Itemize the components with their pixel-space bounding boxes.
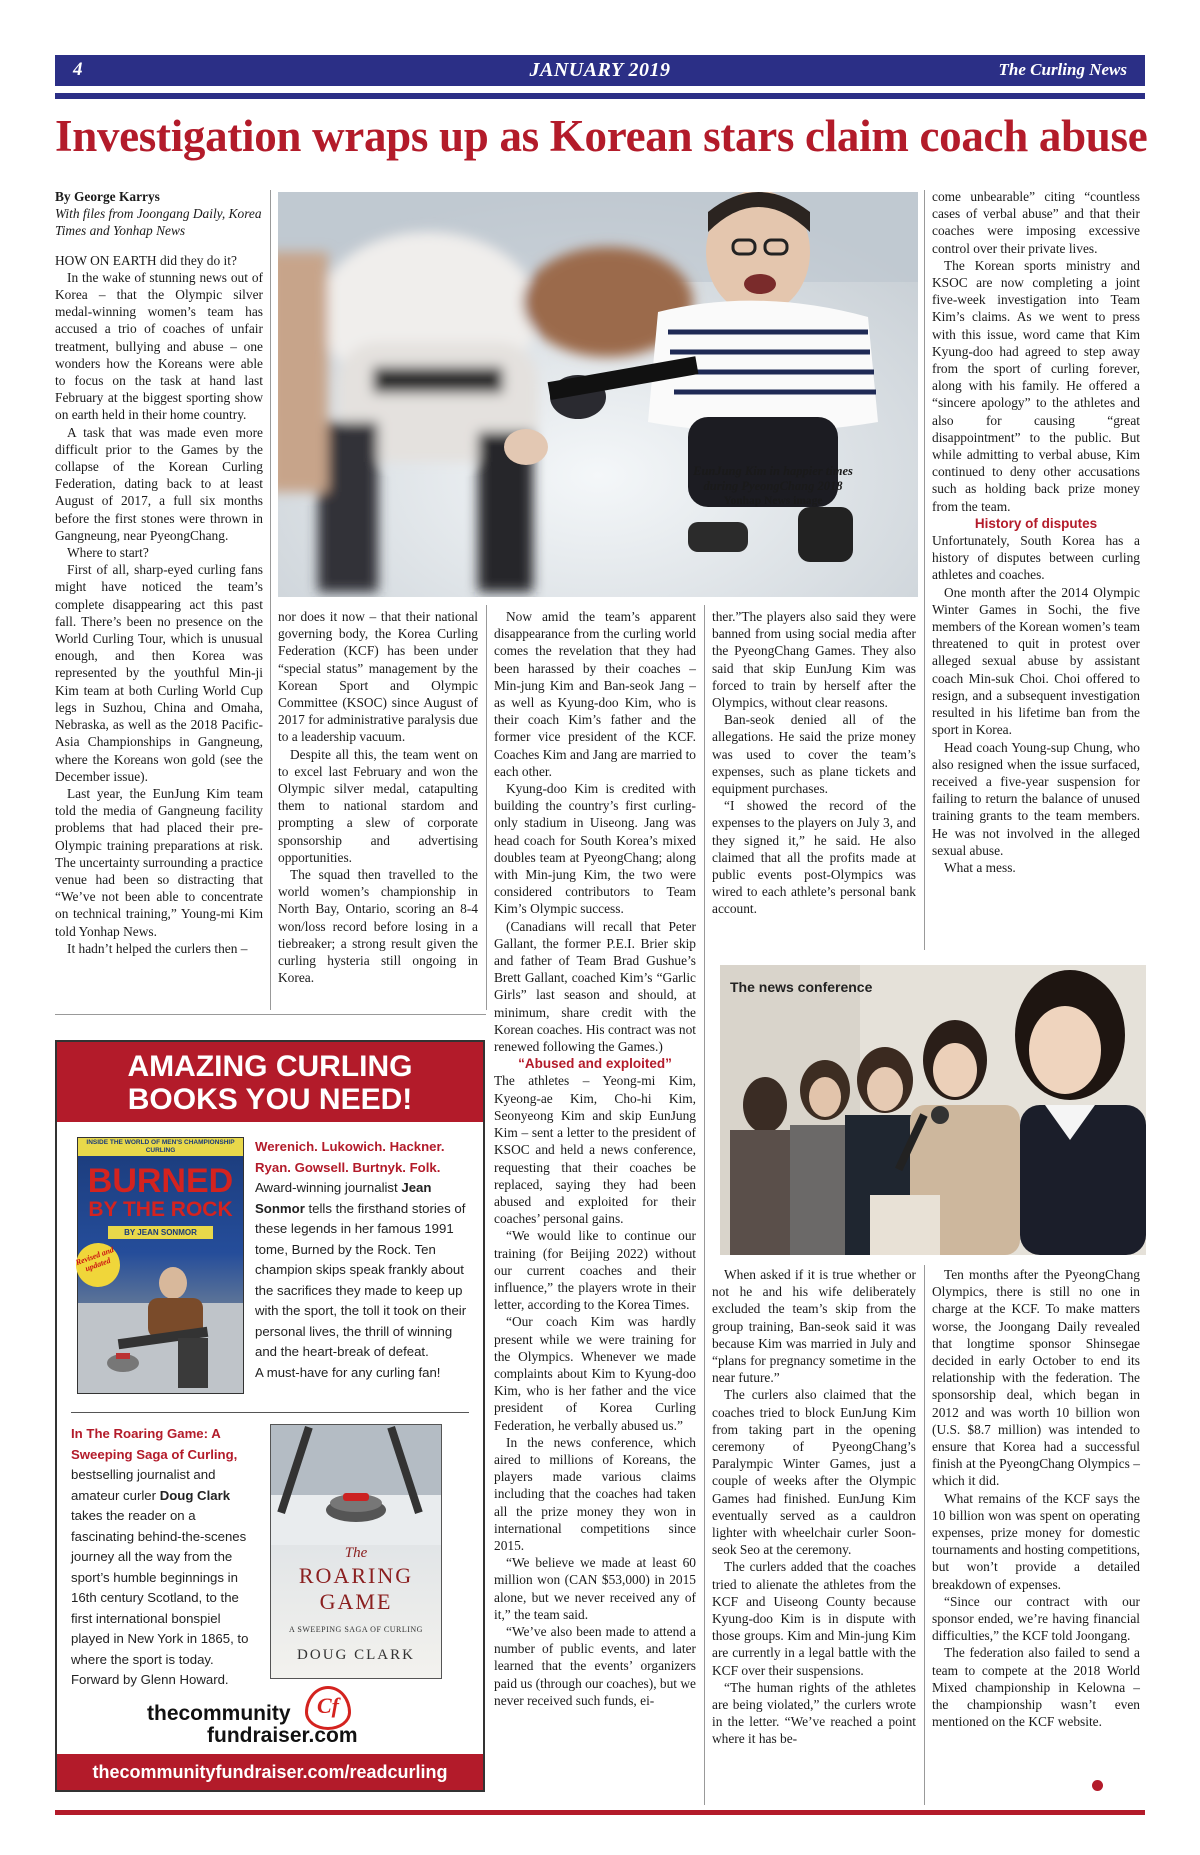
book2-desc-pre: bestselling journalist and amateur curler [71,1467,216,1503]
paragraph: HOW ON EARTH did they do it? [55,252,237,268]
paragraph: Ten months after the PyeongChang Olympics, there is still no one in charge at the KCF. To make matters worse, the Joongang Daily revealed that longtime sponsor Shinsegae decided in early October to end its relationship with the federation. The sponsorship deal, which began in 2012 and was worth 10 billion won (U.S. $8.7 million) was intended to ensure that Korea had a successful finish at the PyeongChang Olympics – which it did. [932,1267,1140,1489]
photo-label: The news conference [730,979,873,995]
burned-by-the-rock-cover[interactable] [74,1137,244,1394]
book1-top-strip: INSIDE THE WORLD OF MEN'S CHAMPIONSHIP CURLING [78,1138,243,1156]
paragraph: Kyung-doo Kim is credited with building the country’s first curling-only stadium in Uiseong. Jang was head coach for South Korea’s mixed doubles team at PyeongChang; along with Min-jung Kim, the two were considered contributors to Team Kim’s Olympic success. [494,781,696,917]
paragraph: “Since our contract with our sponsor ended, we’re having financial difficulties,” the KCF told Joongang. [932,1593,1140,1644]
subhead-abused: “Abused and exploited” [518,1056,672,1072]
news-conference-photo [720,965,1146,1255]
byline-files: With files from Joongang Daily, Korea Times and Yonhap News [55,206,262,239]
ad-headline-line-2: BOOKS YOU NEED! [127,1083,413,1116]
logo-mark-icon: Cf [305,1686,351,1730]
paragraph: come unbearable” citing “countless cases of verbal abuse” and that their coaches were imposing excessive control over their private lives. [932,189,1140,256]
column-divider [924,190,925,950]
end-mark-icon [1092,1780,1103,1791]
paragraph: What remains of the KCF says the 10 billion won was spent on operating expenses, prize money for domestic tournaments and hosting competitions, but won’t provide a detailed breakdown of expenses. [932,1490,1140,1592]
paragraph: When asked if it is true whether or not he and his wife deliberately excluded the team’s skip from the group training, Ban-seok said it was because Kim was married in July and “plans for pregnancy sometime in the near future.” [712,1267,916,1386]
book1-curler-art [78,1243,243,1393]
community-fundraiser-logo[interactable] [147,1694,427,1752]
article-column-5-top [932,188,1140,876]
section-rule [55,1014,486,1015]
book2-byline: DOUG CLARK [297,1647,415,1663]
paragraph: In the wake of stunning news out of Korea – that the Olympic silver medal-winning women’s team has accused a trio of coaches of unfair treatment, bullying and abuse – one wonders how the Koreans were able to focus on the task at hand last February at the biggest sporting show on earth held in their home country. [55,269,263,423]
logo-text-1: thecommunity [147,1702,291,1725]
paragraph: nor does it now – that their national governing body, the Korea Curling Federation (KCF) has been under “special status” management by the Korean Sport and Olympic Committee (KSOC) since August of 2017 for administrative paralysis due to a leadership vacuum. [278,609,478,745]
book2-desc-body: takes the reader on a fascinating behind-the-scenes journey all the way from the sport’s humble beginnings in 16th century Scotland, to the first international bonspiel played in New York in 1865, to where the sport is today. Forward by Glenn Howard. [71,1508,249,1687]
paragraph: Last year, the EunJung Kim team told the media of Gangneung facility problems that had placed their pre-Olympic training preparations at risk. The uncertainty surrounding a practice venue had been so distracting that “We’ve not been able to concentrate on technical training,” Young-mi Kim told Yonhap News. [55,785,263,939]
paragraph: Where to start? [67,545,149,561]
publication-name: The Curling News [998,60,1127,79]
photo-credit: Yonhap News image [723,495,823,507]
book2-title-2: GAME [319,1589,393,1614]
book1-tagline: A must-have for any curling fan! [255,1364,441,1380]
ad-headline-line-1: AMAZING CURLING [127,1050,413,1083]
paragraph: It hadn’t helped the curlers then – [67,940,248,956]
byline-author: By George Karrys [55,189,160,204]
footer-rule [55,1810,1145,1815]
article-column-5-bottom [932,1266,1140,1730]
ad-headline [57,1042,483,1122]
book2-title-1: ROARING [298,1563,414,1588]
book1-description [255,1137,475,1383]
book2-stone-art [271,1425,441,1545]
logo-text-2: fundraiser.com [207,1724,358,1747]
page-number: 4 [73,59,83,80]
book2-intro: In The Roaring Game: A Sweeping Saga of Curling, [71,1426,238,1462]
news-conference-art [720,965,1146,1255]
book1-desc-pre: Award-winning journalist [255,1180,398,1195]
column-divider [270,190,271,1010]
book1-title-1: BURNED [87,1162,234,1200]
column-divider [486,605,487,1010]
header-rule [55,93,1145,99]
book1-author: BY JEAN SONMOR [108,1226,213,1239]
book-advertisement [55,1040,485,1792]
paragraph: (Canadians will recall that Peter Gallant, the former P.E.I. Brier skip and father of Team Brad Gushue’s Brett Gallant, coached Kim’s “Garlic Girls” last season and should, at minimum, share credit with the Korean coaches. His contract was not renewed following the Games.) [494,918,696,1055]
book1-journalist-name: Jean Sonmor [255,1180,432,1216]
paragraph: The Korean sports ministry and KSOC are now completing a joint five-week investigation into Team Kim’s claims. As we went to press with this issue, word came that Kim Kyung-doo had agreed to step away from the sport of curling forever, along with his family. He offered a “sincere apology” to the athletes and also for causing “great disappointment” to the public. But while admitting to verbal abuse, Kim continued to deny other accusations such as holding back prize money from the team. [932,257,1140,514]
paragraph: ther.”The players also said they were banned from using social media after the PyeongChang Games. They also said that skip EunJung Kim was forced to train by herself after the Olympics, without clear reasons. [712,609,916,711]
ad-url-link[interactable]: thecommunityfundraiser.com/readcurling [57,1754,483,1790]
paragraph: First of all, sharp-eyed curling fans might have noticed the team’s complete disappearing act this past fall. There’s been no presence on the World Curling Tour, which is unusual enough, and then Korea was represented by the youthful Min-ji Kim team at both Curling World Cup legs in Suzhou, China and Omaha, Nebraska, as well as the 2018 Pacific-Asia Championships in Gangneung, where the Koreans won gold (see the December issue). [55,562,263,784]
paragraph: Now amid the team’s apparent disappearance from the curling world comes the revelation that they had been harassed by their coaches – Min-jung Kim and Ban-seok Jang – as well as Kyung-doo Kim, who is their coach Kim’s father and the former vice president of the KCF. Coaches Kim and Jang are married to each other. [494,609,696,779]
paragraph: A task that was made even more difficult prior to the Games by the collapse of the Korean Curling Federation, dating back to at least August of 2017, a full six months before the first stones were thrown in Gangneung, near PyeongChang. [55,424,263,543]
book1-badge: Revised and updated [70,1237,126,1293]
paragraph: “We would like to continue our training (for Beijing 2022) without our current coaches and their influence,” the players wrote in their letter, according to the Korea Times. [494,1228,696,1313]
ad-divider [71,1412,469,1413]
paragraph: The curlers added that the coaches tried to alienate the athletes from the KCF and Uiseong County because Kyung-doo Kim is in dispute with those groups. Kim and Min-jung Kim are currently in a legal battle with the KCF over their suspensions. [712,1559,916,1678]
paragraph: Ban-seok denied all of the allegations. He said the prize money was used to cover the team’s expenses, such as plane tickets and equipment purchases. [712,712,916,797]
paragraph: One month after the 2014 Olympic Winter Games in Sochi, the five members of the Korean women’s team threatened to quit in protest over alleged sexual abuse by assistant coach Min-suk Choi. Choi offered to resign, and a subsequent investigation resulted in his lifetime ban from the sport in Korea. [932,584,1140,738]
paragraph: “We believe we made at least 60 million won (CAN $53,000) in 2015 alone, but we never received any of it,” the team said. [494,1555,696,1622]
photo-caption [628,464,918,509]
curling-photo-art [278,192,918,597]
curling-photo [278,192,918,597]
article-column-1 [55,188,263,957]
book1-desc-body: tells the firsthand stories of these legends in her famous 1991 tome, Burned by the Rock. Ten champion skips speak frankly about the sacrifices they made to keep up with the sport, the toll it took on their personal lives, the thrill of winning and the heart-break of defeat. [255,1200,467,1359]
subhead-history: History of disputes [974,515,1098,531]
paragraph: “Our coach Kim was hardly present while we were training for the Olympics. Whenever we made complaints about Kim to Kyung-doo Kim, who is her father and the vice president of Korea Curling Federation, he verbally abused us.” [494,1314,696,1433]
paragraph: The federation also failed to send a team to compete at the 2018 World Mixed championship in Kelowna – the championship wasn’t even mentioned on the KCF website. [932,1645,1140,1730]
paragraph: “The human rights of the athletes are being violated,” the curlers wrote in the letter. “We’ve reached a point where it has be- [712,1679,916,1747]
article-column-2 [278,608,478,986]
paragraph: The athletes – Yeong-mi Kim, Kyeong-ae Kim, Cho-hi Kim, Seonyeong Kim and skip EunJung Kim – sent a letter to the president of KSOC and held a news conference, requesting that their coaches be replaced, saying they had been abused and exploited for their coaches’ personal gains. [494,1073,696,1227]
paragraph: “We’ve also been made to attend a number of public events, and later learned that the events’ organizers paid us (through our coaches), but we never received such funds, ei- [494,1623,696,1708]
article-column-4-bottom [712,1266,916,1748]
paragraph: What a mess. [944,859,1016,875]
page-header [55,55,1145,86]
roaring-game-cover[interactable] [270,1424,442,1679]
paragraph: Despite all this, the team went on to excel last February and won the Olympic silver medal, catapulting them to national stardom and prompting a slew of corporate sponsorship and advertising opportunities. [278,746,478,865]
caption-line-2: during PyeongChang 2018 [703,479,843,493]
book1-title-2: BY THE ROCK [88,1198,233,1221]
book1-champions: Werenich. Lukowich. Hackner. Ryan. Gowsell. Burtnyk. Folk. [255,1139,445,1175]
article-column-3 [494,608,696,1709]
paragraph: “I showed the record of the expenses to the players on July 3, and they signed it,” he said. He also claimed that all the profits made at public events post-Olympics was wired to each athlete’s personal bank account. [712,798,916,917]
book2-description [71,1424,261,1691]
paragraph: In the news conference, which aired to millions of Koreans, the players made various claims including that the coaches had taken all the prize money they won in international competitions since 2015. [494,1434,696,1553]
paragraph: Head coach Young-sup Chung, who also resigned when the issue surfaced, received a five-year suspension for failing to return the balance of unused training grants to the team members. He was not involved in the alleged sexual abuse. [932,739,1140,858]
book2-author-name: Doug Clark [159,1487,231,1503]
issue-date: JANUARY 2019 [529,59,671,81]
book2-title-the: The [344,1545,368,1561]
paragraph: Unfortunately, South Korea has a history of disputes between curling athletes and coaches. [932,533,1140,583]
caption-line-1: EunJung Kim in happier times [693,464,853,478]
column-divider [704,605,705,1805]
article-column-4-top [712,608,916,918]
paragraph: The squad then travelled to the world women’s championship in North Bay, Ontario, scoring an 8-4 won/loss record before losing in a tiebreaker; a strong result given the curling hysteria still ongoing in Korea. [278,867,478,986]
book2-subtitle: A SWEEPING SAGA OF CURLING [289,1625,423,1634]
column-divider [924,1265,925,1805]
paragraph: The curlers also claimed that the coaches tried to block EunJung Kim from taking part in the opening ceremony of PyeongChang’s Paralympic Winter Games, just a couple of weeks after the Olympic Games had finished. EunJung Kim eventually served as a cauldron lighter with wheelchair curler Soon-seok Seo at the ceremony. [712,1387,916,1558]
headline: Investigation wraps up as Korean stars claim coach abuse [55,111,1148,161]
